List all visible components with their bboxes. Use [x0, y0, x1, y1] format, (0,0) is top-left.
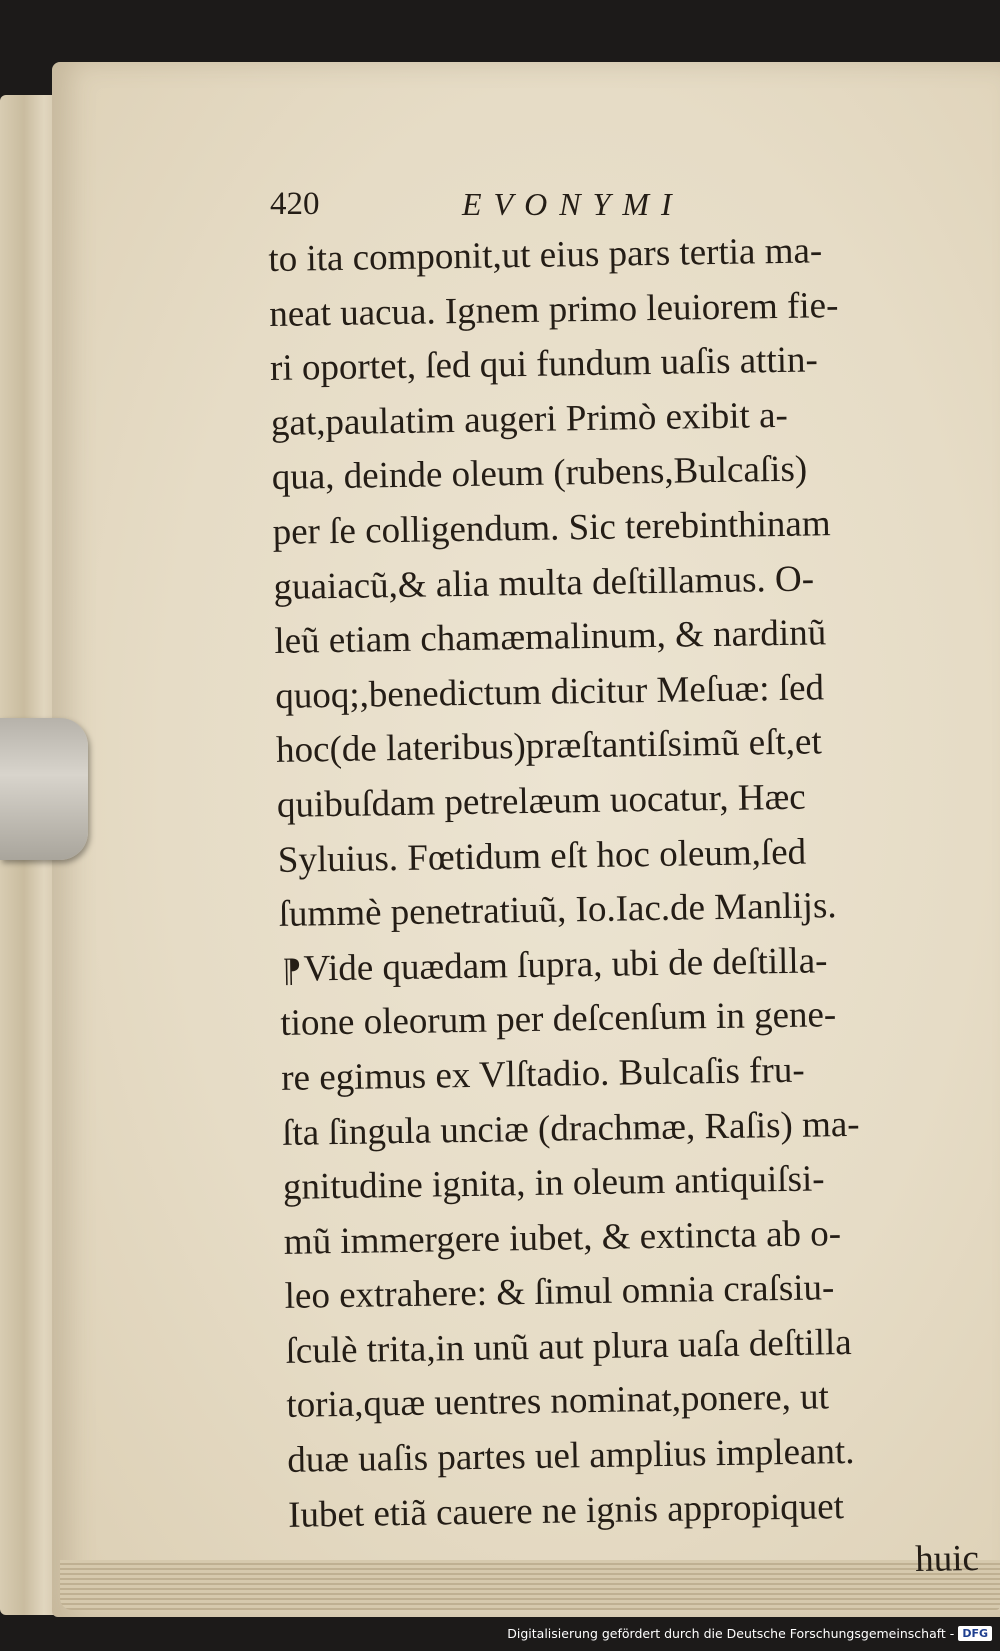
text-line: neat uacua. Ignem primo leuiorem fie-	[268, 284, 839, 335]
text-line: leũ etiam chamæmalinum, & nardinũ	[274, 612, 827, 663]
page-clip	[0, 718, 88, 860]
text-line: to ita componit,ut eius pars tertia ma-	[268, 230, 823, 280]
text-line: Iubet etiã cauere ne ignis appropiquet	[287, 1485, 845, 1536]
pilcrow-icon: ¶	[283, 951, 300, 989]
text-line: tione oleorum per deſcenſum in gene-	[280, 994, 837, 1045]
text-line: ſta ſingula unciæ (drachmæ, Raſis) ma-	[281, 1103, 860, 1154]
text-line: re egimus ex Vlſtadio. Bulcaſis fru-	[280, 1049, 805, 1099]
text-line: gat,paulatim augeri Primò exibit a-	[270, 394, 789, 444]
text-line: per ſe colligendum. Sic terebinthinam	[272, 503, 831, 553]
text-line: ri oportet, ſed qui fundum uaſis attin-	[269, 339, 819, 390]
text-line: duæ uaſis partes uel amplius impleant.	[286, 1431, 855, 1481]
text-line: hoc(de lateribus)præſtantiſsimũ eſt,et	[275, 721, 822, 772]
text-line: qua, deinde oleum (rubens,Bulcaſis)	[271, 448, 808, 499]
text-line: mũ immergere iubet, & extincta ab o-	[283, 1212, 842, 1263]
catchword: huic	[914, 1538, 980, 1581]
text-line: ſculè trita,in unũ aut plura uaſa deſtilla	[285, 1321, 852, 1372]
text-block	[268, 222, 979, 1598]
text-line-content: Vide quædam ſupra, ubi de deſtilla-	[303, 940, 828, 990]
folio-number: 420	[270, 186, 320, 222]
text-line: gnitudine ignita, in oleum antiquiſsi-	[282, 1158, 825, 1208]
text-line: toria,quæ uentres nominat,ponere, ut	[286, 1376, 830, 1427]
text-line: Syluius. Fœtidum eſt hoc oleum,ſed	[277, 831, 807, 881]
text-line: quibuſdam petrelæum uocatur, Hæc	[276, 776, 806, 826]
credit-text: Digitalisierung gefördert durch die Deutsche Forschungsgemeinschaft -	[507, 1625, 955, 1641]
text-line: ſummè penetratiuũ, Io.Iac.de Manlijs.	[278, 885, 837, 936]
text-line: quoq;,benedictum dicitur Meſuæ: ſed	[274, 667, 825, 717]
text-line: leo extrahere: & ſimul omnia craſsiu-	[284, 1267, 835, 1318]
text-line: guaiacũ,& alia multa deſtillamus. O-	[273, 558, 815, 608]
running-head: EVONYMI	[462, 186, 684, 222]
digitization-credit	[507, 1621, 992, 1645]
dfg-logo: DFG	[958, 1626, 992, 1641]
